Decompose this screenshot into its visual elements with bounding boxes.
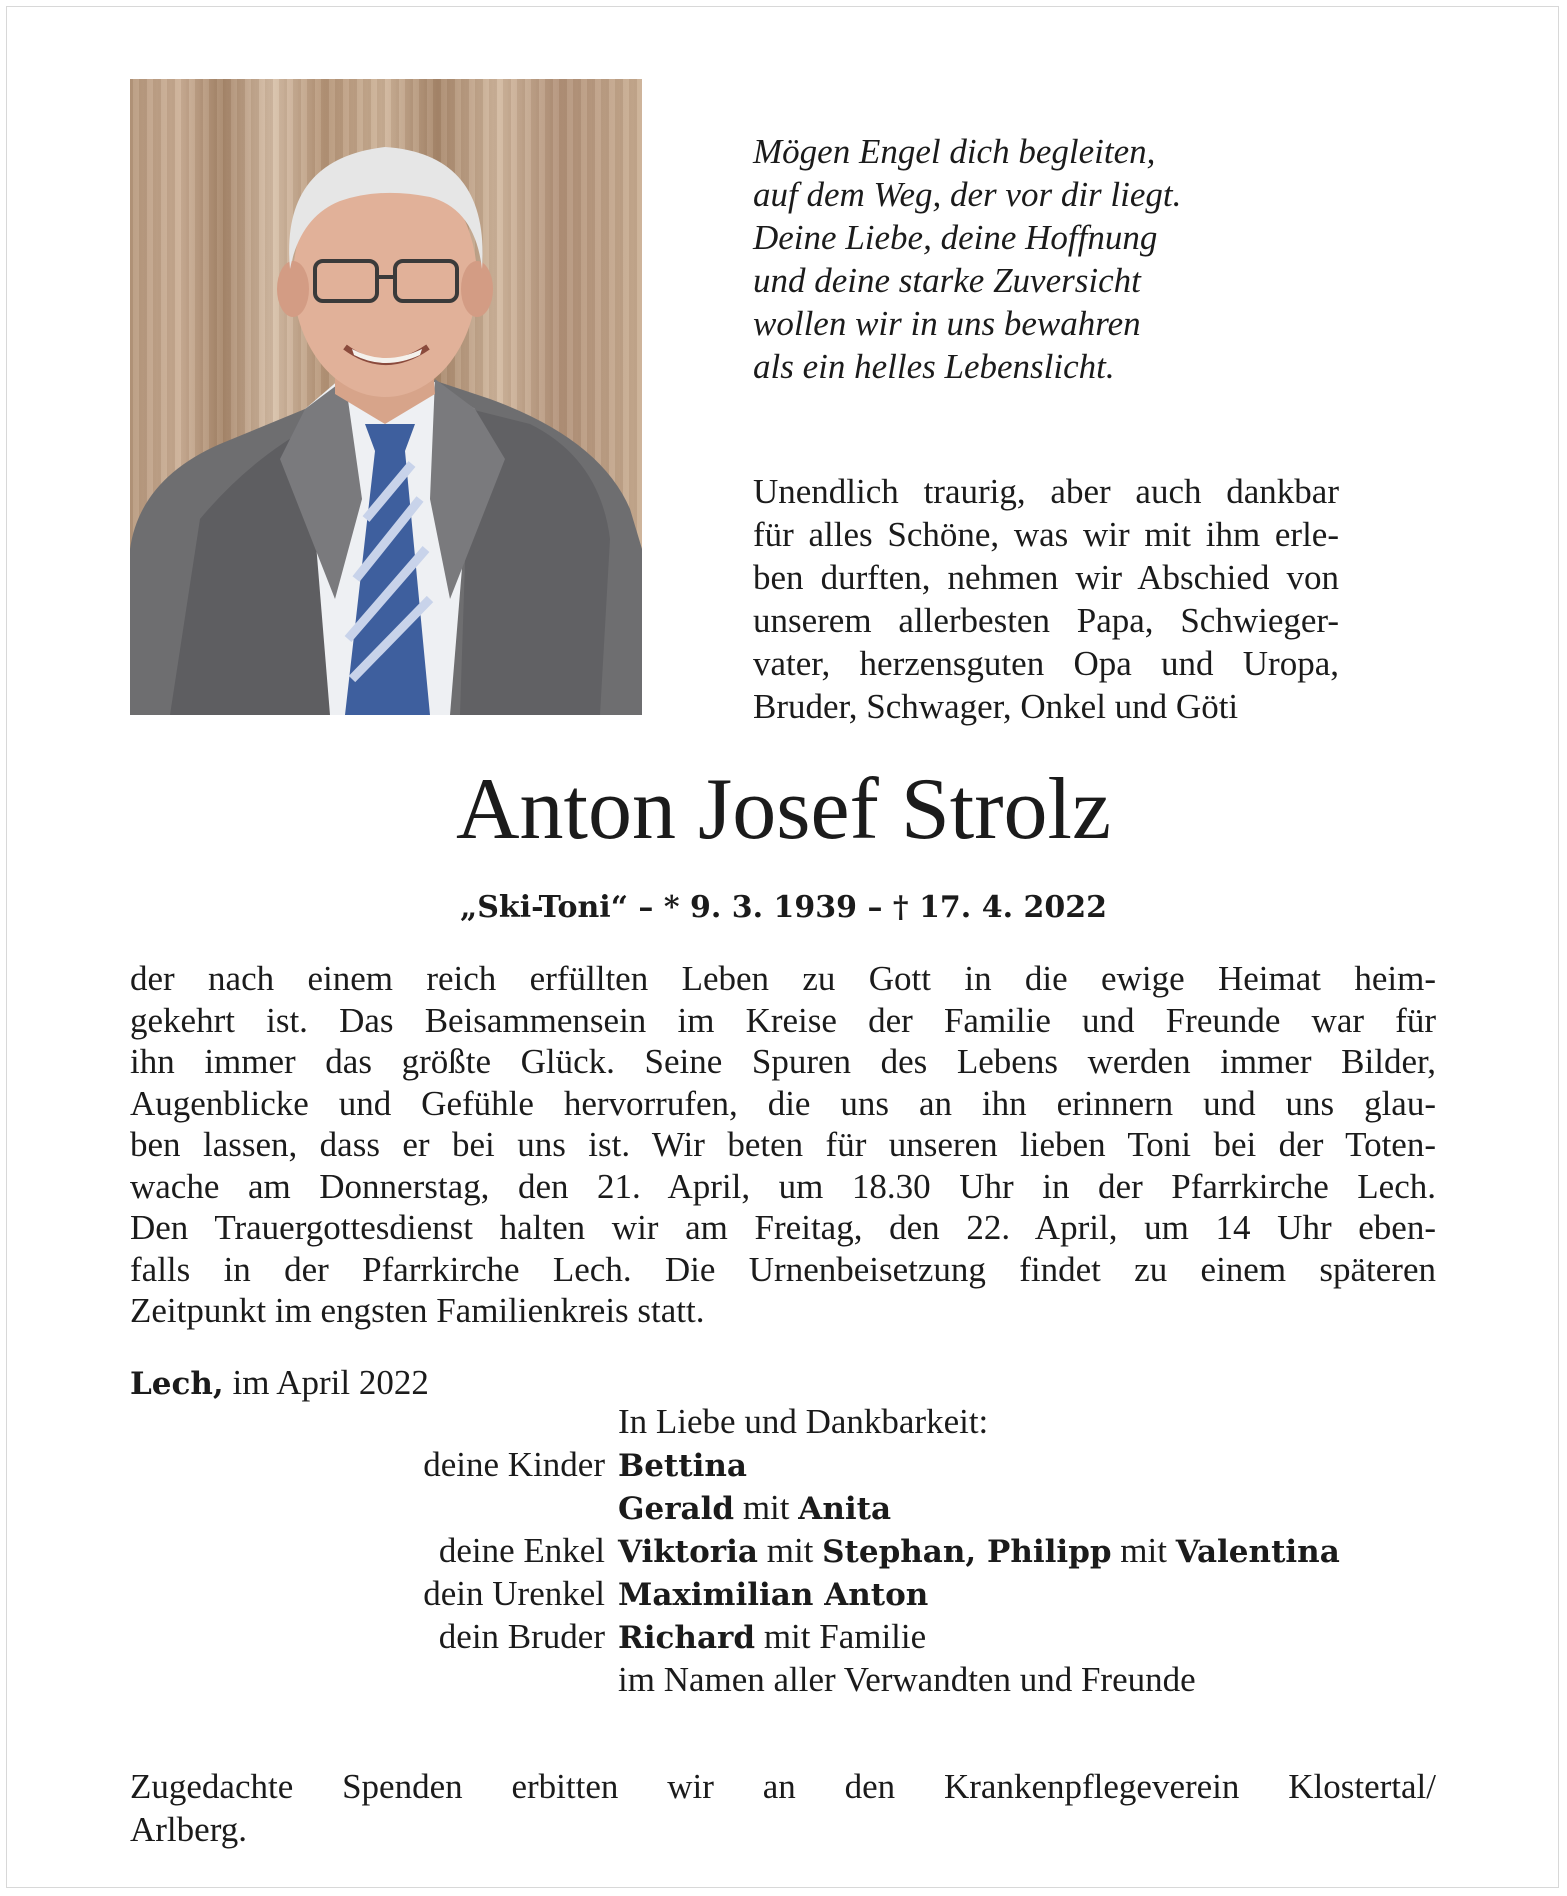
poem-line: Mögen Engel dich begleiten, (753, 132, 1156, 171)
signer-names (618, 1529, 1340, 1574)
signer-name: Anita (798, 1491, 892, 1527)
body-line: Zeitpunkt im engsten Familienkreis statt. (130, 1291, 705, 1330)
signer-name: Bettina (618, 1448, 747, 1484)
intro-line: Unendlich traurig, aber auch dankbar (753, 472, 1339, 511)
poem-line: Deine Liebe, deine Hoffnung (753, 218, 1158, 257)
connector: mit (1111, 1531, 1176, 1570)
life-dates (0, 888, 1567, 928)
poem-line: wollen wir in uns bewahren (753, 304, 1141, 343)
signer-name: Valentina (1175, 1534, 1340, 1570)
body-line: Den Trauergottesdienst halten wir am Freitag, den 22. April, um 14 Uhr eben- (130, 1208, 1436, 1247)
body-line: wache am Donnerstag, den 21. April, um 18.30 Uhr in der Pfarrkirche Lech. (130, 1166, 1436, 1206)
donation-line: Zugedachte Spenden erbitten wir an den Krankenpflegeverein Klostertal/ (130, 1767, 1436, 1806)
donation-line: Arlberg. (130, 1810, 247, 1849)
signer-names (618, 1443, 747, 1488)
body-line: ihn immer das größte Glück. Seine Spuren des Lebens werden immer Bilder, (130, 1042, 1436, 1081)
signature-row-kinder-2 (0, 1486, 1567, 1529)
place-month: im April 2022 (223, 1363, 429, 1402)
intro-line: ben durften, nehmen wir Abschied von (753, 558, 1339, 597)
intro-line: vater, herzensguten Opa und Uropa, (753, 644, 1339, 683)
signature-heading-row (0, 1400, 1567, 1443)
donation-note (130, 1765, 1436, 1851)
nickname: „Ski-Toni“ (460, 890, 628, 925)
memorial-poem (753, 130, 1313, 388)
body-line: ben lassen, dass er bei uns ist. Wir beten für unseren lieben Toni bei der Toten- (130, 1125, 1436, 1164)
role-label: deine Kinder (423, 1445, 605, 1484)
signature-row-bruder (0, 1615, 1567, 1658)
obituary-body (130, 958, 1436, 1332)
poem-line: als ein helles Lebenslicht. (753, 347, 1115, 386)
intro-line: unserem allerbesten Papa, Schwieger- (753, 601, 1339, 640)
connector: mit (734, 1488, 799, 1527)
signer-name: Stephan, Philipp (822, 1534, 1112, 1570)
place-town: Lech, (130, 1366, 224, 1402)
body-line: falls in der Pfarrkirche Lech. Die Urnenbeisetzung findet zu einem späteren (130, 1249, 1436, 1289)
signer-names (618, 1572, 928, 1617)
signer-names (618, 1486, 891, 1531)
separator: – (857, 890, 893, 925)
signature-row-urenkel (0, 1572, 1567, 1615)
signature-heading: In Liebe und Dankbarkeit: (618, 1402, 989, 1441)
poem-line: und deine starke Zuversicht (753, 261, 1141, 300)
birth-symbol: * (663, 890, 690, 925)
signer-names (618, 1615, 926, 1660)
portrait-photo (130, 79, 642, 715)
signer-name: Richard (618, 1620, 756, 1656)
deceased-name: Anton Josef Strolz (455, 761, 1112, 858)
connector: mit Familie (755, 1617, 927, 1656)
signature-row-kinder (0, 1443, 1567, 1486)
role-label: dein Urenkel (423, 1574, 605, 1613)
signer-name: Viktoria (618, 1534, 758, 1570)
body-line: gekehrt ist. Das Beisammensein im Kreise der Familie und Freunde war für (130, 1000, 1436, 1040)
death-symbol: † (892, 890, 920, 925)
intro-line: Bruder, Schwager, Onkel und Göti (753, 687, 1239, 726)
portrait-figure (130, 79, 642, 715)
intro-paragraph (753, 470, 1339, 728)
signature-block (0, 1400, 1567, 1701)
role-label: dein Bruder (438, 1617, 605, 1656)
poem-line: auf dem Weg, der vor dir liegt. (753, 175, 1182, 214)
separator: – (627, 890, 664, 925)
connector: mit (757, 1531, 823, 1570)
signature-closing: im Namen aller Verwandten und Freunde (618, 1660, 1196, 1699)
signature-row-closing (0, 1658, 1567, 1701)
place-date (130, 1362, 429, 1405)
signer-name: Maximilian Anton (618, 1577, 929, 1613)
body-line: Augenblicke und Gefühle hervorrufen, die uns an ihn erinnern und uns glau- (130, 1083, 1436, 1123)
body-line: der nach einem reich erfüllten Leben zu Gott in die ewige Heimat heim- (130, 959, 1436, 998)
role-label: deine Enkel (438, 1531, 605, 1570)
birth-date: 9. 3. 1939 (690, 890, 858, 925)
signer-name: Gerald (618, 1491, 735, 1527)
death-date: 17. 4. 2022 (919, 890, 1107, 925)
signature-row-enkel (0, 1529, 1567, 1572)
intro-line: für alles Schöne, was wir mit ihm erle- (753, 515, 1339, 554)
